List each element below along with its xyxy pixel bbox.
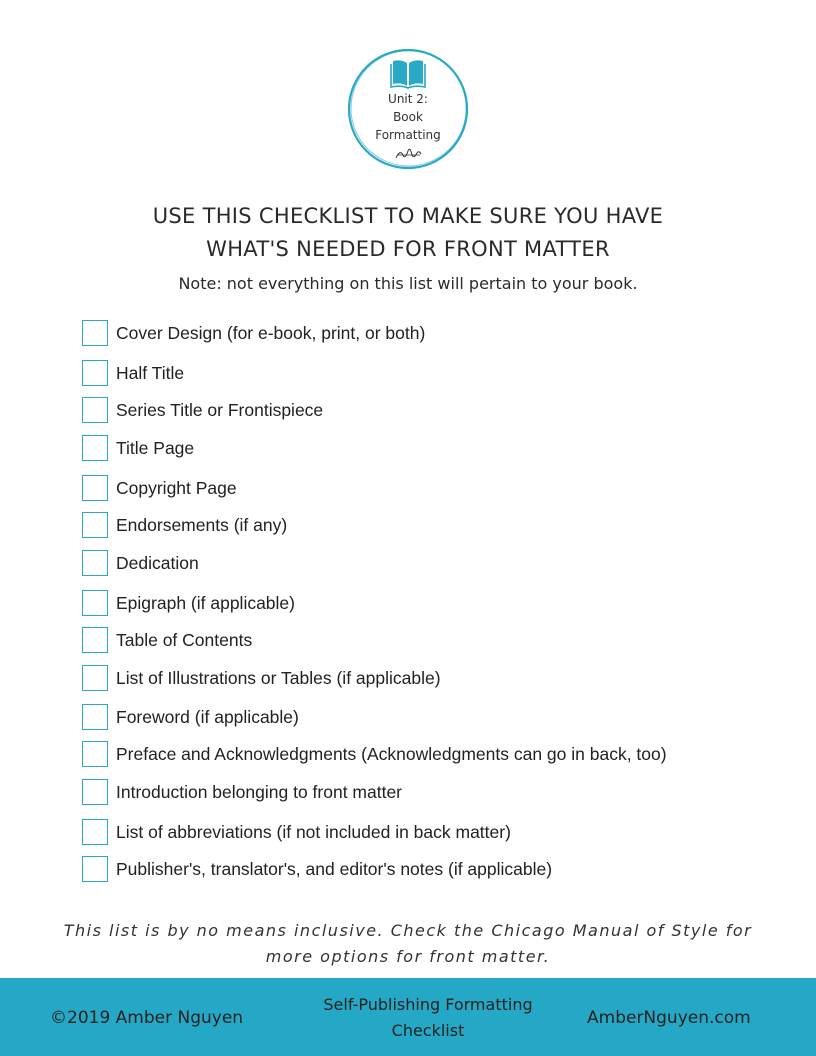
badge-label (346, 90, 470, 144)
checkbox[interactable] (82, 665, 108, 691)
checklist-item-label: Endorsements (if any) (116, 515, 288, 535)
checklist-item[interactable] (82, 704, 782, 730)
checkbox[interactable] (82, 741, 108, 767)
page-title (0, 200, 816, 266)
checkbox[interactable] (82, 704, 108, 730)
checkbox[interactable] (82, 856, 108, 882)
footnote-line-1: This list is by no means inclusive. Check the Chicago Manual of Style for (63, 921, 753, 940)
checklist-item-label: Series Title or Frontispiece (116, 400, 324, 420)
checklist-item-label: Cover Design (for e-book, print, or both) (116, 323, 426, 343)
checklist-item[interactable] (82, 320, 782, 346)
checklist-item-label: Epigraph (if applicable) (116, 593, 295, 613)
checklist-item-label: Preface and Acknowledgments (Acknowledgments can go in back, too) (116, 744, 667, 764)
checkbox[interactable] (82, 590, 108, 616)
footer-title-line-1: Self-Publishing Formatting (323, 995, 533, 1014)
badge-line-2: Book (393, 110, 423, 124)
checklist-item-label: Publisher's, translator's, and editor's notes (if applicable) (116, 859, 553, 879)
checklist-item[interactable] (82, 550, 782, 576)
checklist-item[interactable] (82, 435, 782, 461)
footer-website-link[interactable]: AmberNguyen.com (587, 1008, 751, 1028)
checklist-item[interactable] (82, 779, 782, 805)
signature-mark (396, 149, 421, 158)
checklist-item[interactable] (82, 665, 782, 691)
badge-line-1: Unit 2: (388, 92, 428, 106)
checklist-item-label: Dedication (116, 553, 199, 573)
footer-title-line-2: Checklist (391, 1021, 465, 1040)
footnote (60, 918, 756, 970)
footer-copyright: ©2019 Amber Nguyen (50, 1008, 244, 1028)
checkbox[interactable] (82, 819, 108, 845)
checklist-item-label: Copyright Page (116, 478, 237, 498)
book-icon (391, 60, 425, 88)
badge-line-3: Formatting (375, 128, 441, 142)
checklist-item-label: Title Page (116, 438, 195, 458)
checklist-item[interactable] (82, 590, 782, 616)
page-note: Note: not everything on this list will pertain to your book. (178, 274, 638, 293)
checklist-item[interactable] (82, 360, 782, 386)
checklist-item-label: List of Illustrations or Tables (if applicable) (116, 668, 441, 688)
checklist-item[interactable] (82, 741, 782, 767)
checkbox[interactable] (82, 627, 108, 653)
page-title-line-2: WHAT'S NEEDED FOR FRONT MATTER (206, 237, 610, 261)
checklist-item[interactable] (82, 627, 782, 653)
checkbox[interactable] (82, 550, 108, 576)
footer-bar (0, 978, 816, 1056)
checkbox[interactable] (82, 320, 108, 346)
checklist-item[interactable] (82, 819, 782, 845)
checklist-item-label: Introduction belonging to front matter (116, 782, 403, 802)
checkbox[interactable] (82, 475, 108, 501)
checklist-item[interactable] (82, 512, 782, 538)
checkbox[interactable] (82, 397, 108, 423)
checklist-item-label: Half Title (116, 363, 185, 383)
checkbox[interactable] (82, 779, 108, 805)
checklist-item-label: List of abbreviations (if not included in back matter) (116, 822, 511, 842)
checklist-item-label: Table of Contents (116, 630, 253, 650)
footnote-line-2: more options for front matter. (265, 947, 551, 966)
unit-badge (346, 47, 470, 171)
checklist-item[interactable] (82, 397, 782, 423)
checkbox[interactable] (82, 360, 108, 386)
checklist-item[interactable] (82, 475, 782, 501)
page-title-line-1: USE THIS CHECKLIST TO MAKE SURE YOU HAVE (152, 204, 664, 228)
checklist-item[interactable] (82, 856, 782, 882)
checklist-item-label: Foreword (if applicable) (116, 707, 299, 727)
checkbox[interactable] (82, 512, 108, 538)
checkbox[interactable] (82, 435, 108, 461)
footer-title (305, 992, 551, 1044)
